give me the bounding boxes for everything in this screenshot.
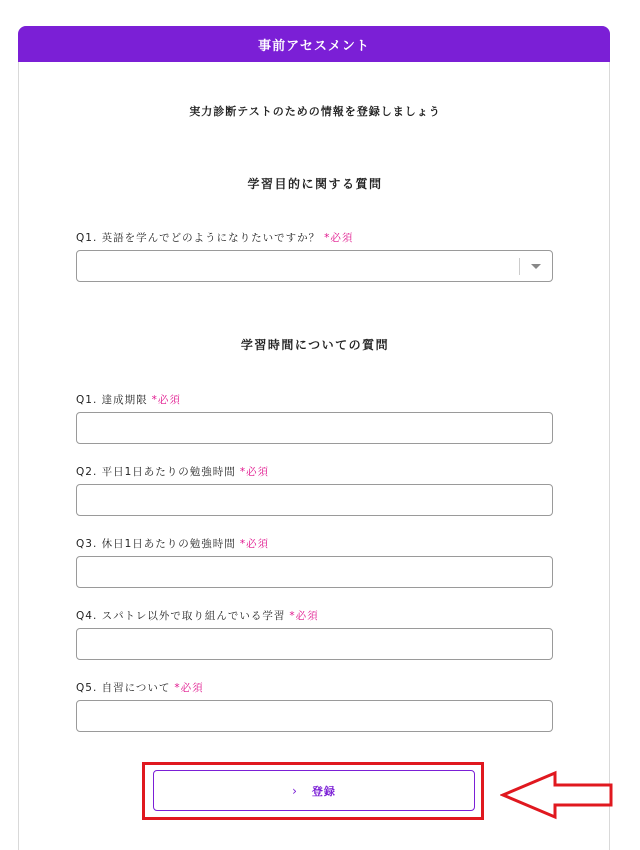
section-title-time: 学習時間についての質問 bbox=[240, 338, 390, 352]
deadline-field[interactable] bbox=[76, 412, 553, 444]
required-marker: *必須 bbox=[239, 538, 270, 550]
deadline-input[interactable] bbox=[77, 413, 552, 443]
required-marker: *必須 bbox=[151, 394, 181, 406]
card-header bbox=[18, 26, 610, 62]
required-marker: *必須 bbox=[289, 610, 319, 622]
required-marker: *必須 bbox=[239, 466, 270, 478]
intro-text: 実力診断テストのための情報を登録しましょう bbox=[189, 105, 441, 118]
submit-button[interactable] bbox=[153, 770, 475, 811]
required-marker: *必須 bbox=[324, 232, 354, 244]
question-label-time-q4: Q4. スパトレ以外で取り組んでいる学習 *必須 bbox=[76, 610, 319, 622]
other-study-field[interactable] bbox=[76, 628, 553, 660]
required-marker: *必須 bbox=[174, 682, 204, 694]
holiday-hours-field[interactable] bbox=[76, 556, 553, 588]
question-label-time-q2: Q2. 平日1日あたりの勉強時間 *必須 bbox=[76, 466, 270, 478]
submit-button-label: 登録 bbox=[311, 784, 336, 798]
question-label-time-q1: Q1. 達成期限 *必須 bbox=[76, 394, 181, 406]
purpose-q1-select[interactable] bbox=[76, 250, 553, 282]
question-label-time-q5: Q5. 自習について *必須 bbox=[76, 682, 204, 694]
arrow-left-icon bbox=[500, 770, 615, 820]
card-title: 事前アセスメント bbox=[258, 38, 370, 54]
holiday-hours-input[interactable] bbox=[77, 557, 552, 587]
assessment-card bbox=[18, 26, 610, 850]
weekday-hours-field[interactable] bbox=[76, 484, 553, 516]
self-study-field[interactable] bbox=[76, 700, 553, 732]
weekday-hours-input[interactable] bbox=[77, 485, 552, 515]
chevron-down-icon[interactable] bbox=[531, 264, 541, 269]
section-title-purpose: 学習目的に関する質問 bbox=[247, 177, 383, 191]
question-label-purpose-q1: Q1. 英語を学んでどのようになりたいですか？ *必須 bbox=[76, 232, 354, 244]
select-separator bbox=[519, 258, 520, 275]
question-label-time-q3: Q3. 休日1日あたりの勉強時間 *必須 bbox=[76, 538, 270, 550]
chevron-right-icon: › bbox=[292, 783, 298, 798]
self-study-input[interactable] bbox=[77, 701, 552, 731]
other-study-input[interactable] bbox=[77, 629, 552, 659]
